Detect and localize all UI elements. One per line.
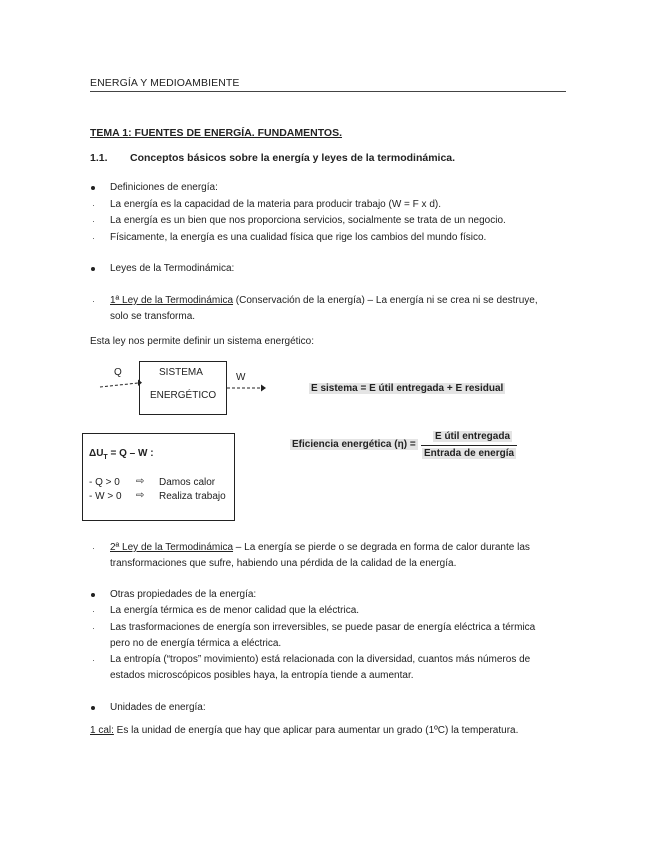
other-prop-item: La entropía (“tropos” movimiento) está relacionada con la diversidad, cuantos más números de [110,654,531,665]
second-law-line2: transformaciones que sufre, habiendo una pérdida de la calidad de la energía. [110,558,457,569]
efficiency-denominator: Entrada de energía [424,448,515,459]
second-law-line [110,542,530,553]
output-label-w: W [236,372,246,383]
arrow-right-icon: ⇨ [136,490,145,501]
other-props-heading: Otras propiedades de la energía: [110,589,257,600]
document-header: ENERGÍA Y MEDIOAMBIENTE [90,77,240,89]
other-prop-item: Las trasformaciones de energía son irreversibles, se puede pasar de energía eléctrica a térmica [110,622,536,633]
first-law-title: 1ª Ley de la Termodinámica [110,295,234,306]
arrow-right-icon: ⇨ [136,476,145,487]
condition-q: - Q > 0 [89,477,120,488]
condition-w: - W > 0 [89,491,122,502]
bullet-icon [91,186,95,190]
other-prop-item-cont: pero no de energía térmica a eléctrica. [110,638,282,649]
bullet-icon [91,267,95,271]
system-intro: Esta ley nos permite definir un sistema energético: [90,336,314,347]
second-law-title: 2ª Ley de la Termodinámica [110,542,234,553]
subsection-number: 1.1. [90,152,108,164]
dash-marker: · [92,200,95,210]
dash-marker: · [92,623,95,633]
result-w: Realiza trabajo [159,491,226,502]
calorie-definition [90,725,518,736]
calorie-text: Es la unidad de energía que hay que aplicar para aumentar un grado (1ºC) la temperatura. [113,725,519,736]
bullet-icon [91,706,95,710]
definition-item: La energía es la capacidad de la materia para producir trabajo (W = F x d). [110,199,442,210]
output-arrow-icon [225,382,267,394]
dash-marker: · [92,216,95,226]
delta-u-symbol: ΔU [89,448,104,459]
second-law-text: – La energía se pierde o se degrada en forma de calor durante las [233,542,530,553]
first-law-line2: solo se transforma. [110,311,196,322]
calorie-term: 1 cal: [90,725,114,736]
efficiency-numerator: E útil entregada [435,431,511,442]
dash-marker: · [92,296,95,306]
delta-u-equation [89,448,154,461]
first-law-text: (Conservación de la energía) – La energía ni se crea ni se destruye, [233,295,538,306]
bullet-icon [91,593,95,597]
laws-heading: Leyes de la Termodinámica: [110,263,235,274]
input-label-q: Q [114,367,122,378]
input-arrow-icon [98,378,143,390]
dash-marker: · [92,606,95,616]
fraction-bar [421,445,517,446]
definition-item: La energía es un bien que nos proporciona servicios, socialmente se trata de un negocio. [110,215,506,226]
definitions-heading: Definiciones de energía: [110,182,218,193]
other-prop-item: La energía térmica es de menor calidad que la eléctrica. [110,605,360,616]
dash-marker: · [92,233,95,243]
subsection-title: Conceptos básicos sobre la energía y leyes de la termodinámica. [130,152,456,164]
dash-marker: · [92,543,95,553]
delta-u-formula: = Q – W : [107,448,154,459]
other-prop-item-cont: estados microscópicos posibles haya, la entropía tiende a aumentar. [110,670,414,681]
delta-u-subscript: T [103,454,108,461]
first-law-line [110,295,538,306]
definition-item: Físicamente, la energía es una cualidad física que rige los cambios del mundo físico. [110,232,487,243]
efficiency-label: Eficiencia energética (η) = [292,439,416,450]
units-heading: Unidades de energía: [110,702,206,713]
system-box-line2: ENERGÉTICO [150,390,217,401]
result-q: Damos calor [159,477,216,488]
topic-title: TEMA 1: FUENTES DE ENERGÍA. FUNDAMENTOS. [90,127,343,139]
header-divider [90,91,566,92]
dash-marker: · [92,655,95,665]
system-equation: E sistema = E útil entregada + E residual [311,383,504,394]
system-box-line1: SISTEMA [159,367,203,378]
